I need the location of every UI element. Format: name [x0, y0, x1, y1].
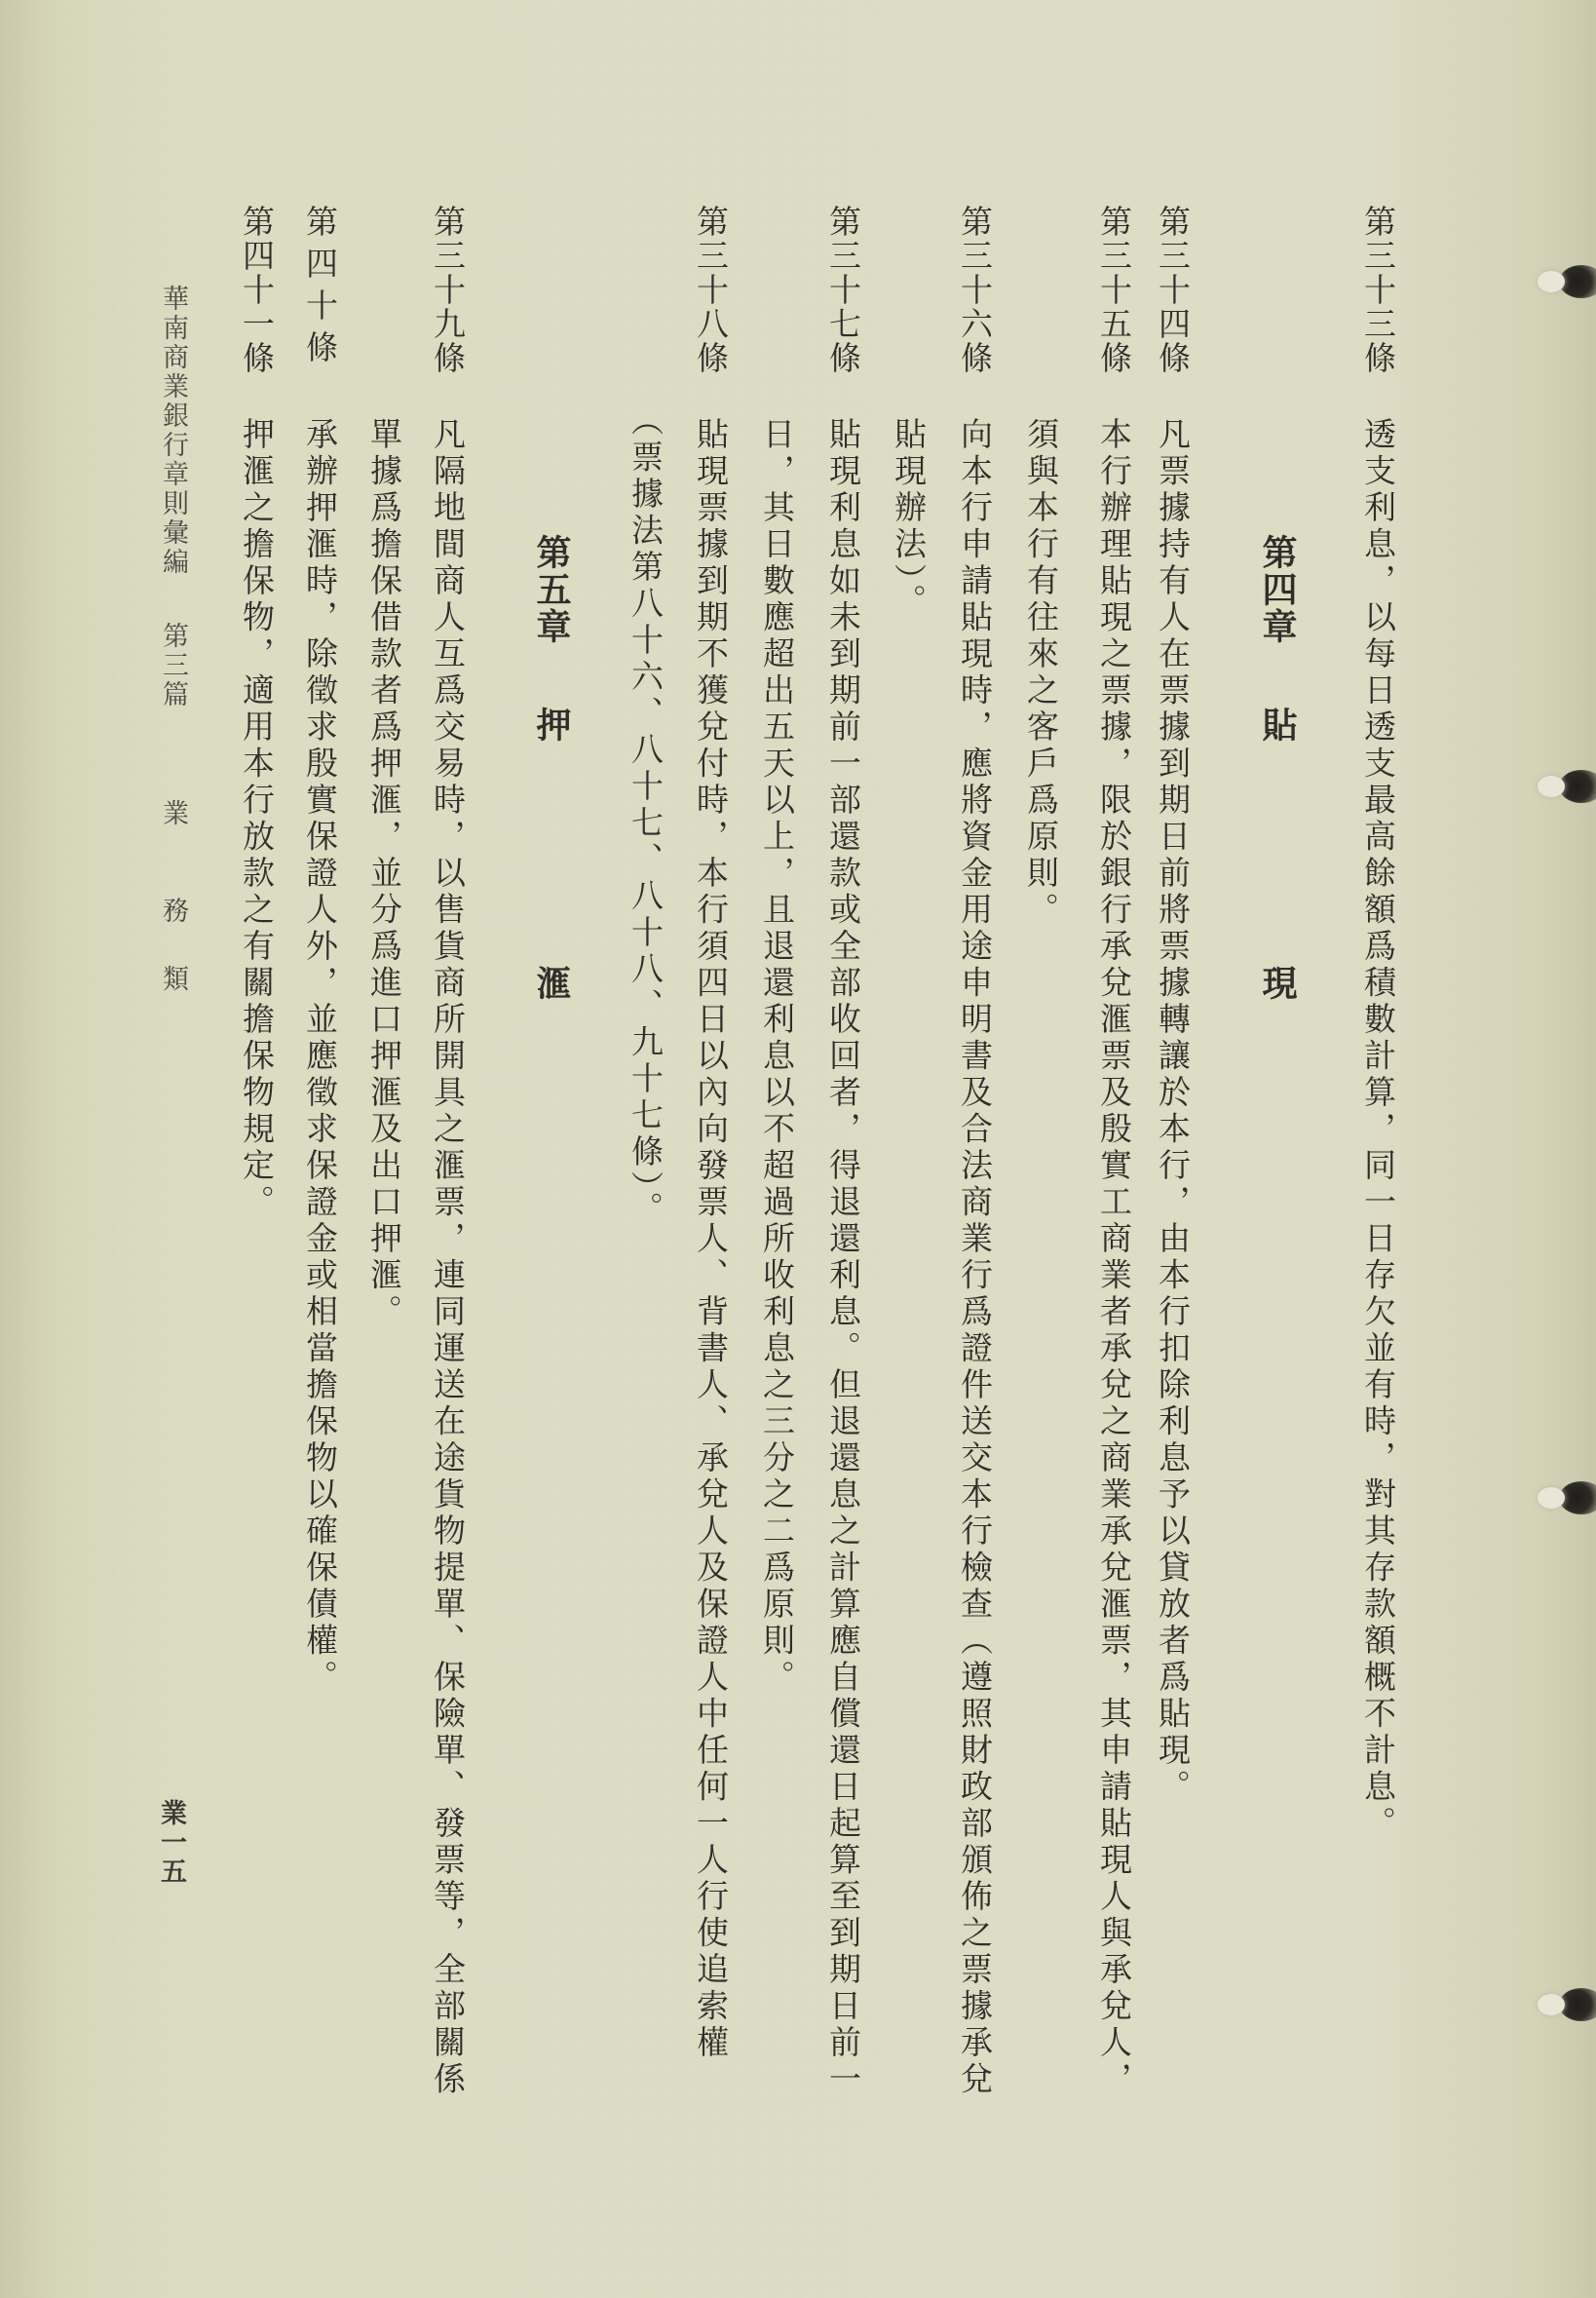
article-text: 本行辦理貼現之票據，限於銀行承兌滙票及殷實工商業者承兌之商業承兌滙票，其申請貼現人與承兌人， [1095, 417, 1133, 2098]
chapter-heading-title: 貼 [1257, 707, 1298, 744]
chapter-heading-title: 押 [531, 707, 572, 744]
footer-book-title: 華南商業銀行章則彙編 [158, 285, 188, 577]
article-text: 單據爲擔保借款者爲押滙，並分爲進口押滙及出口押滙。 [365, 417, 403, 1331]
chapter-heading-title: 滙 [531, 965, 572, 1002]
chapter-heading-number: 第五章 [531, 534, 572, 645]
footer-part: 第三篇 [158, 622, 188, 709]
article-label: 第三十五條 [1095, 205, 1133, 375]
footer-category: 業 [158, 799, 188, 828]
article-label: 第四十一條 [238, 205, 276, 375]
article-text: 押滙之擔保物，適用本行放款之有關擔保物規定。 [238, 417, 276, 1221]
article-text: 日，其日數應超出五天以上，且退還利息以不超過所收利息之三分之二爲原則。 [758, 417, 796, 1697]
binding-hole [1559, 265, 1596, 298]
article-text: 向本行申請貼現時，應將資金用途申明書及合法商業行爲證件送交本行檢查（遵照財政部頒佈之票據承兌 [956, 417, 994, 2098]
footer-category: 務 [158, 897, 188, 926]
binding-hole [1559, 1481, 1596, 1514]
article-text: 貼現辦法）。 [890, 417, 928, 621]
chapter-heading-title: 現 [1257, 965, 1298, 1002]
article-label: 第三十六條 [956, 205, 994, 375]
article-text: （票據法第八十六、八十七、八十八、九十七條）。 [627, 403, 665, 1228]
article-text: 承辦押滙時，除徵求殷實保證人外，並應徵求保證金或相當擔保物以確保債權。 [301, 417, 339, 1697]
article-text: 須與本行有往來之客戶爲原則。 [1022, 417, 1060, 929]
footer-category: 類 [158, 965, 188, 994]
article-label: 第三十八條 [692, 205, 730, 375]
article-label: 第三十四條 [1154, 205, 1192, 375]
article-label: 第三十九條 [429, 205, 467, 375]
article-label: 第三十七條 [824, 205, 862, 375]
article-text: 凡隔地間商人互爲交易時，以售貨商所開具之滙票，連同運送在途貨物提單、保險單、發票等，全部關係 [429, 417, 467, 2098]
article-text: 凡票據持有人在票據到期日前將票據轉讓於本行，由本行扣除利息予以貸放者爲貼現。 [1154, 417, 1192, 1806]
article-label: 第三十三條 [1359, 205, 1397, 375]
article-text: 貼現利息如未到期前一部還款或全部收回者，得退還利息。但退還息之計算應自償還日起算至到期日前一 [824, 417, 862, 2098]
page-number: 業一五 [156, 1799, 186, 1887]
article-label: 第四十條 [301, 205, 339, 372]
chapter-heading-number: 第四章 [1257, 534, 1298, 645]
article-text: 透支利息，以每日透支最高餘額爲積數計算，同一日存欠並有時，對其存款額概不計息。 [1359, 417, 1397, 1843]
binding-hole [1559, 1988, 1596, 2021]
binding-hole [1559, 770, 1596, 803]
article-text: 貼現票據到期不獲兌付時，本行須四日以內向發票人、背書人、承兌人及保證人中任何一人行使追索權 [692, 417, 730, 2062]
